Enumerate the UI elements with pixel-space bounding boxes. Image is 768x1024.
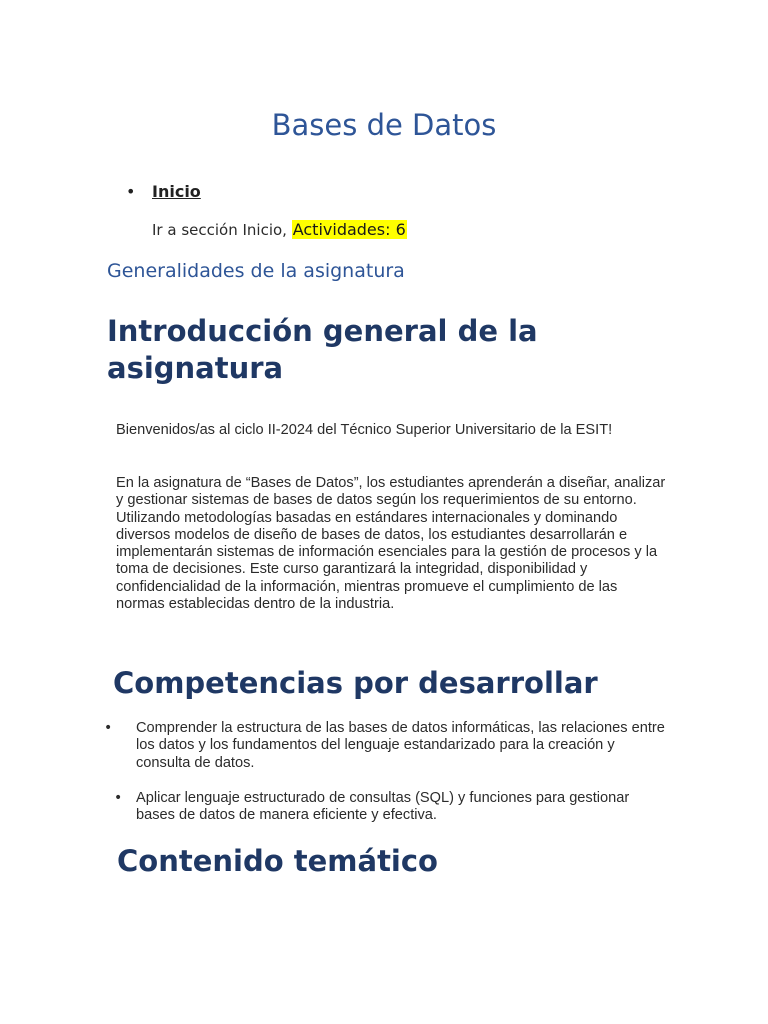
contenido-heading: Contenido temático	[117, 844, 438, 878]
competencia-text: Comprender la estructura de las bases de datos informáticas, las relaciones entre los datos y los fundamentos del lenguaje estandarizado para la creación y consulta de datos.	[136, 720, 665, 771]
section-link-line[interactable]	[152, 219, 407, 241]
section-text[interactable]: Ir a sección Inicio,	[152, 221, 287, 239]
competencia-text: Aplicar lenguaje estructurado de consultas (SQL) y funciones para gestionar bases de datos de manera eficiente y efectiva.	[136, 790, 630, 824]
list-bullet: •	[114, 790, 123, 806]
subject-subtitle: Generalidades de la asignatura	[107, 260, 405, 282]
inicio-link[interactable]: Inicio	[152, 182, 201, 201]
list-bullet: •	[104, 720, 113, 736]
welcome-paragraph: Bienvenidos/as al ciclo II-2024 del Técnico Superior Universitario de la ESIT!	[116, 422, 613, 438]
activities-badge: Actividades: 6	[292, 220, 406, 239]
page-title: Bases de Datos	[271, 108, 497, 142]
competencias-heading: Competencias por desarrollar	[113, 666, 598, 700]
description-paragraph: En la asignatura de “Bases de Datos”, los estudiantes aprenderán a diseñar, analizar y gestionar sistemas de bases de datos según los requerimientos de su entorno. Utilizando metodologías basadas en estándares internacionales y dominando diversos modelos de diseño de bases de datos, los estudiantes desarrollarán e implementarán sistemas de información esenciales para la gestión de procesos y la toma de decisiones. Este curso garantizará la integridad, disponibilidad y confidencialidad de la información, mientras promueve el cumplimiento de las normas establecidas dentro de la industria.	[116, 475, 666, 613]
nav-bullet: •	[126, 182, 136, 201]
intro-heading: Introducción general de la asignatura	[107, 314, 538, 385]
